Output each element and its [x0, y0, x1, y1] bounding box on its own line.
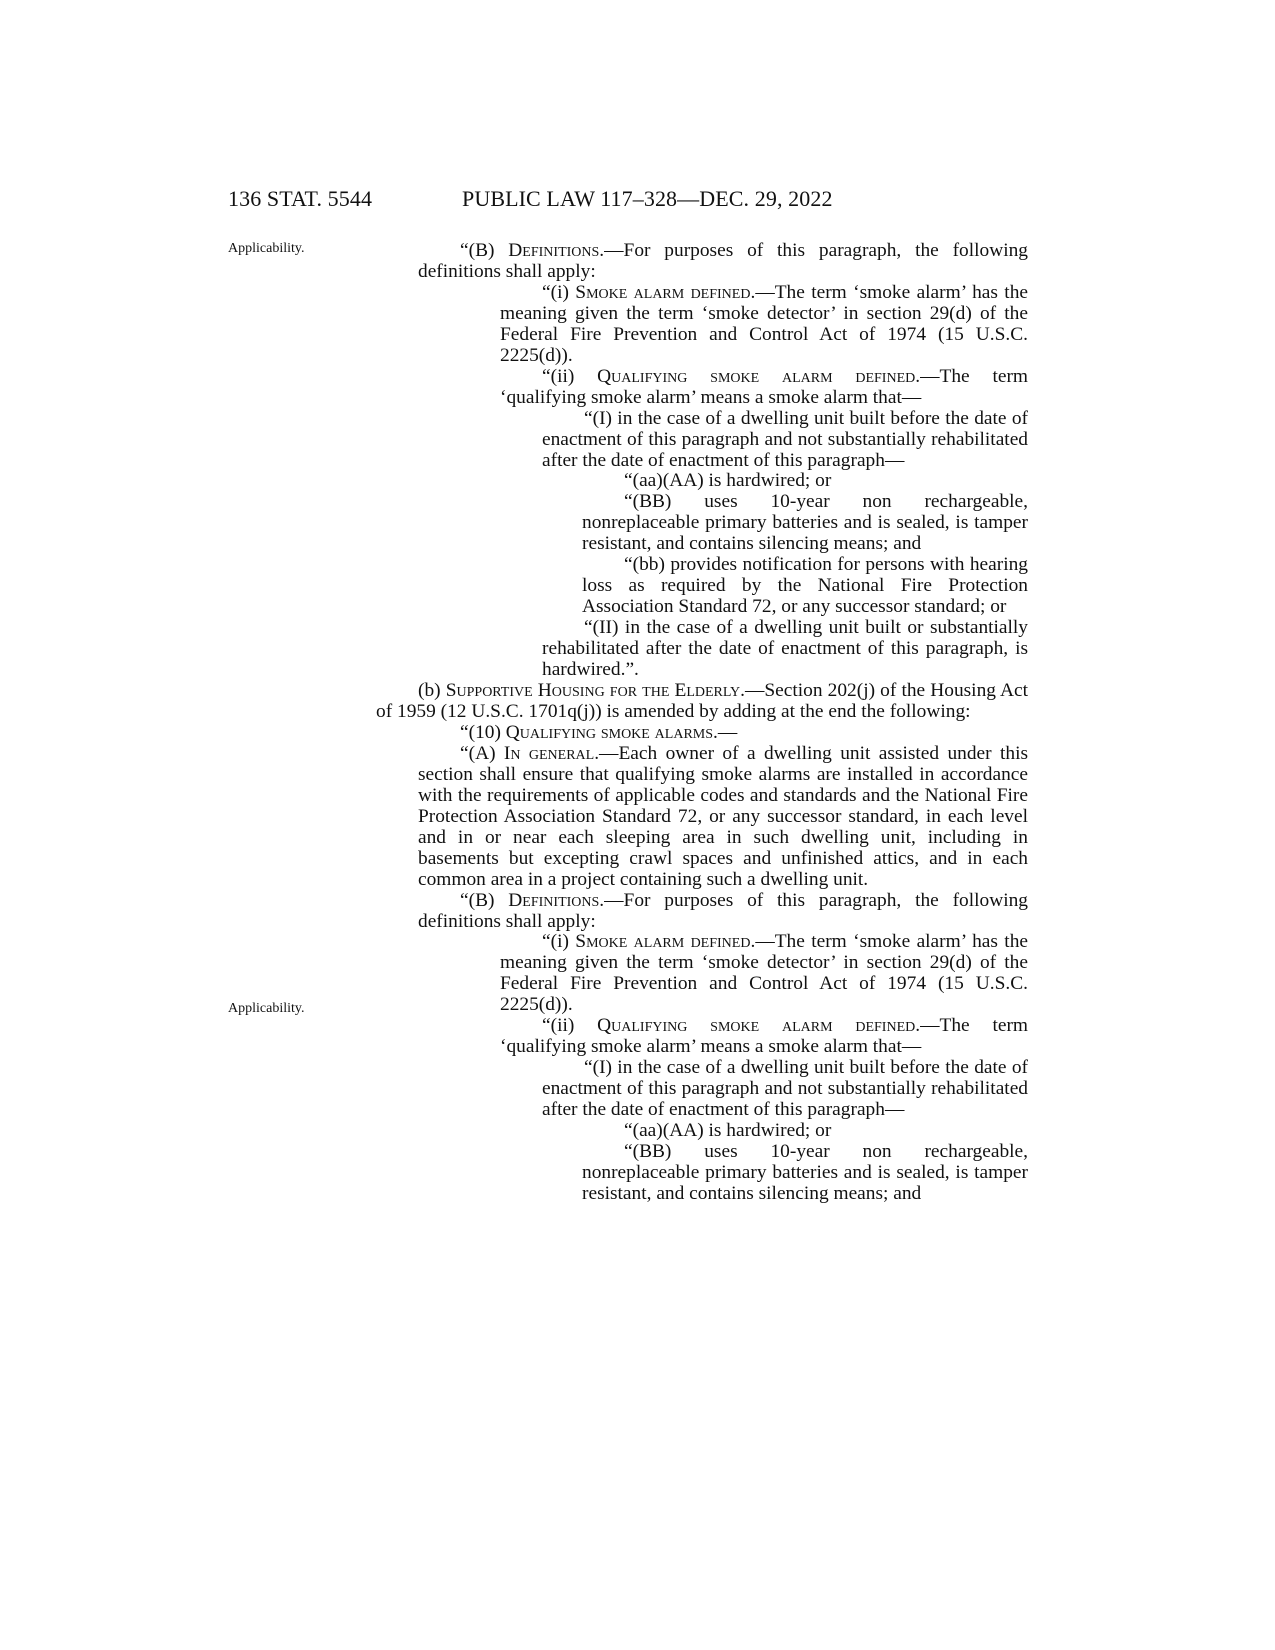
paragraph-designator: “(A) — [460, 742, 504, 764]
paragraph — [460, 723, 1028, 744]
paragraph-text: “(BB) uses 10-year non rechargeable, nonreplaceable primary batteries and is sealed, is tamper resistant, and contains silencing means; and — [582, 1140, 1028, 1204]
paragraph-text: “(aa)(AA) is hardwired; or — [624, 1120, 832, 1142]
paragraph — [500, 1016, 1028, 1058]
paragraph — [582, 1121, 1028, 1142]
paragraph-text: .—The term ‘qualifying smoke alarm’ means a smoke alarm that— — [500, 365, 1028, 408]
margin-note: Applicability. — [228, 241, 305, 256]
paragraph-heading: Qualifying smoke alarm defined — [597, 1015, 916, 1037]
paragraph-heading: Qualifying smoke alarm defined — [597, 365, 916, 387]
paragraph — [582, 555, 1028, 618]
paragraph-text: “(BB) uses 10-year non rechargeable, nonreplaceable primary batteries and is sealed, is tamper resistant, and contains silencing means; and — [582, 491, 1028, 555]
paragraph-designator: (b) — [418, 680, 446, 702]
paragraph — [500, 283, 1028, 367]
paragraph-text: .—Section 202(j) of the Housing Act of 1959 (12 U.S.C. 1701q(j)) is amended by adding at the end the following: — [376, 680, 1029, 722]
paragraph-designator: “(ii) — [542, 1015, 598, 1037]
paragraph — [582, 1142, 1028, 1205]
paragraph-designator: “(i) — [542, 931, 576, 953]
paragraph-text: “(I) in the case of a dwelling unit built before the date of enactment of this paragraph and not substantially rehabilitated after the date of enactment of this paragraph— — [542, 1057, 1028, 1121]
paragraph-designator: “(10) — [460, 721, 506, 743]
paragraph-text: “(bb) provides notification for persons with hearing loss as required by the National Fire Protection Association Standard 72, or any successor standard; or — [582, 554, 1028, 618]
paragraph-text: .—Each owner of a dwelling unit assisted under this section shall ensure that qualifying smoke alarms are installed in accordance with the requirements of applicable codes and standards and the National Fire Protection Association Standard 72, or any successor standard, in each level and in or near each sleeping area in such dwelling unit, including in basements but excepting crawl spaces and unfinished attics, and in each common area in a project containing such a dwelling unit. — [418, 742, 1029, 890]
paragraph — [542, 1058, 1028, 1121]
paragraph — [500, 367, 1028, 409]
paragraph-text: “(aa)(AA) is hardwired; or — [624, 470, 832, 492]
document-body — [376, 241, 1028, 1205]
paragraph-text: .— — [713, 721, 738, 743]
paragraph — [542, 409, 1028, 472]
paragraph-heading: In general — [503, 742, 595, 764]
paragraph — [418, 891, 1028, 933]
paragraph-designator: “(B) — [460, 889, 509, 911]
paragraph — [500, 932, 1028, 1016]
paragraph — [542, 618, 1028, 681]
paragraph-text: “(II) in the case of a dwelling unit built or substantially rehabilitated after the date of enactment of this paragraph, is hardwired.”. — [542, 617, 1028, 681]
paragraph-heading: Qualifying smoke alarms — [505, 721, 714, 743]
paragraph — [582, 471, 1028, 492]
margin-note: Applicability. — [228, 1001, 305, 1016]
paragraph-text: .—The term ‘qualifying smoke alarm’ means a smoke alarm that— — [500, 1015, 1028, 1058]
paragraph-heading: Smoke alarm defined — [575, 931, 751, 953]
paragraph — [418, 744, 1028, 891]
paragraph — [582, 492, 1028, 555]
paragraph — [418, 241, 1028, 283]
paragraph-heading: Definitions — [508, 240, 600, 261]
paragraph-text: .—The term ‘smoke alarm’ has the meaning given the term ‘smoke detector’ in section 29(d) of the Federal Fire Prevention and Control Act of 1974 (15 U.S.C. 2225(d)). — [500, 281, 1028, 366]
paragraph-heading: Definitions — [508, 889, 600, 911]
paragraph-text: .—The term ‘smoke alarm’ has the meaning given the term ‘smoke detector’ in section 29(d) of the Federal Fire Prevention and Control Act of 1974 (15 U.S.C. 2225(d)). — [500, 931, 1028, 1016]
paragraph-text: .—For purposes of this paragraph, the following definitions shall apply: — [418, 240, 1028, 282]
paragraph-heading: Supportive Housing for the Elderly — [445, 680, 741, 702]
page-reference: 136 STAT. 5544 — [228, 186, 373, 211]
paragraph-heading: Smoke alarm defined — [575, 281, 751, 303]
paragraph-text: .—For purposes of this paragraph, the following definitions shall apply: — [418, 889, 1028, 932]
paragraph-designator: “(i) — [542, 281, 576, 303]
paragraph-designator: “(B) — [460, 240, 509, 261]
paragraph-text: “(I) in the case of a dwelling unit built before the date of enactment of this paragraph and not substantially rehabilitated after the date of enactment of this paragraph— — [542, 407, 1028, 471]
paragraph-designator: “(ii) — [542, 365, 598, 387]
running-header: PUBLIC LAW 117–328—DEC. 29, 2022 — [462, 186, 833, 211]
paragraph — [376, 681, 1028, 723]
